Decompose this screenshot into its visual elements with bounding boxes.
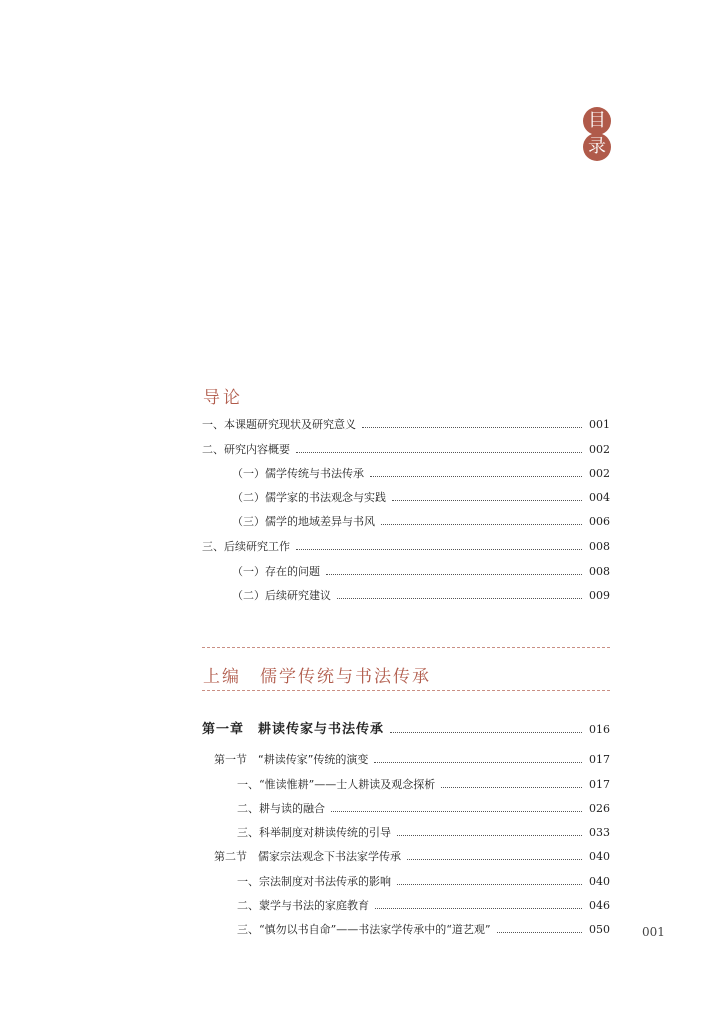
- leader-dots: [390, 731, 582, 733]
- toc-entry-page: 017: [589, 753, 610, 766]
- leader-dots: [370, 475, 582, 477]
- toc-entry-label: 第一节 “耕读传家”传统的演变: [214, 753, 369, 766]
- toc-entry-page: 004: [589, 491, 610, 504]
- leader-dots: [296, 548, 582, 550]
- leader-dots: [375, 907, 582, 909]
- toc-entry-page: 050: [589, 923, 610, 936]
- toc-entry[interactable]: [202, 489, 610, 507]
- toc-entry-page: 017: [589, 778, 610, 791]
- toc-entry[interactable]: [202, 587, 610, 605]
- toc-entry[interactable]: [202, 800, 610, 818]
- leader-dots: [392, 499, 582, 501]
- toc-section[interactable]: [202, 848, 610, 866]
- page-number: 001: [642, 925, 665, 939]
- toc-entry[interactable]: [202, 824, 610, 842]
- toc-entry-page: 002: [589, 467, 610, 480]
- toc-entry-page: 002: [589, 443, 610, 456]
- toc-entry[interactable]: [202, 465, 610, 483]
- leader-dots: [441, 786, 582, 788]
- toc-entry-label: 第二节 儒家宗法观念下书法家学传承: [214, 850, 401, 863]
- toc-entry-label: 二、蒙学与书法的家庭教育: [237, 899, 369, 912]
- leader-dots: [407, 858, 582, 860]
- toc-entry-page: 033: [589, 826, 610, 839]
- toc-entry[interactable]: [202, 416, 610, 434]
- toc-entry-page: 040: [589, 850, 610, 863]
- toc-entry-label: （二）后续研究建议: [232, 589, 331, 602]
- toc-entry-page: 006: [589, 515, 610, 528]
- intro-title: 导论: [203, 388, 243, 408]
- toc-entry-label: 一、本课题研究现状及研究意义: [202, 418, 356, 431]
- leader-dots: [397, 834, 582, 836]
- leader-dots: [397, 883, 582, 885]
- toc-entry-page: 026: [589, 802, 610, 815]
- leader-dots: [497, 931, 583, 933]
- toc-badge-char-1: 目: [583, 107, 611, 135]
- toc-entry-page: 016: [589, 723, 610, 736]
- leader-dots: [337, 597, 582, 599]
- toc-entry-label: （一）儒学传统与书法传承: [232, 467, 364, 480]
- divider-top: [202, 647, 610, 648]
- leader-dots: [381, 523, 582, 525]
- toc-entry[interactable]: [202, 538, 610, 556]
- toc-entry-page: 008: [589, 565, 610, 578]
- toc-chapter[interactable]: [202, 721, 610, 739]
- toc-entry[interactable]: [202, 921, 610, 939]
- leader-dots: [374, 761, 582, 763]
- toc-entry[interactable]: [202, 441, 610, 459]
- toc-entry-label: 三、科举制度对耕读传统的引导: [237, 826, 391, 839]
- toc-badge-char-2: 录: [583, 133, 611, 161]
- toc-entry-label: 一、“惟读惟耕”——士人耕读及观念探析: [237, 778, 436, 791]
- toc-entry[interactable]: [202, 513, 610, 531]
- leader-dots: [362, 426, 582, 428]
- divider-bottom: [202, 690, 610, 691]
- toc-entry[interactable]: [202, 776, 610, 794]
- toc-entry-label: （一）存在的问题: [232, 565, 320, 578]
- toc-entry-label: 三、“慎勿以书自命”——书法家学传承中的“道艺观”: [237, 923, 491, 936]
- toc-entry-label: （二）儒学家的书法观念与实践: [232, 491, 386, 504]
- toc-entry[interactable]: [202, 897, 610, 915]
- toc-section[interactable]: [202, 751, 610, 769]
- part-title: 上编 儒学传统与书法传承: [203, 667, 431, 687]
- leader-dots: [326, 573, 582, 575]
- toc-entry-label: （三）儒学的地域差异与书风: [232, 515, 375, 528]
- toc-entry-label: 二、研究内容概要: [202, 443, 290, 456]
- toc-entry-label: 三、后续研究工作: [202, 540, 290, 553]
- toc-entry-page: 009: [589, 589, 610, 602]
- toc-entry-page: 001: [589, 418, 610, 431]
- toc-entry-page: 040: [589, 875, 610, 888]
- toc-entry-page: 008: [589, 540, 610, 553]
- leader-dots: [296, 451, 582, 453]
- leader-dots: [331, 810, 582, 812]
- toc-entry[interactable]: [202, 873, 610, 891]
- toc-entry-page: 046: [589, 899, 610, 912]
- toc-entry-label: 第一章 耕读传家与书法传承: [202, 722, 385, 737]
- toc-entry-label: 二、耕与读的融合: [237, 802, 325, 815]
- toc-entry[interactable]: [202, 563, 610, 581]
- toc-entry-label: 一、宗法制度对书法传承的影响: [237, 875, 391, 888]
